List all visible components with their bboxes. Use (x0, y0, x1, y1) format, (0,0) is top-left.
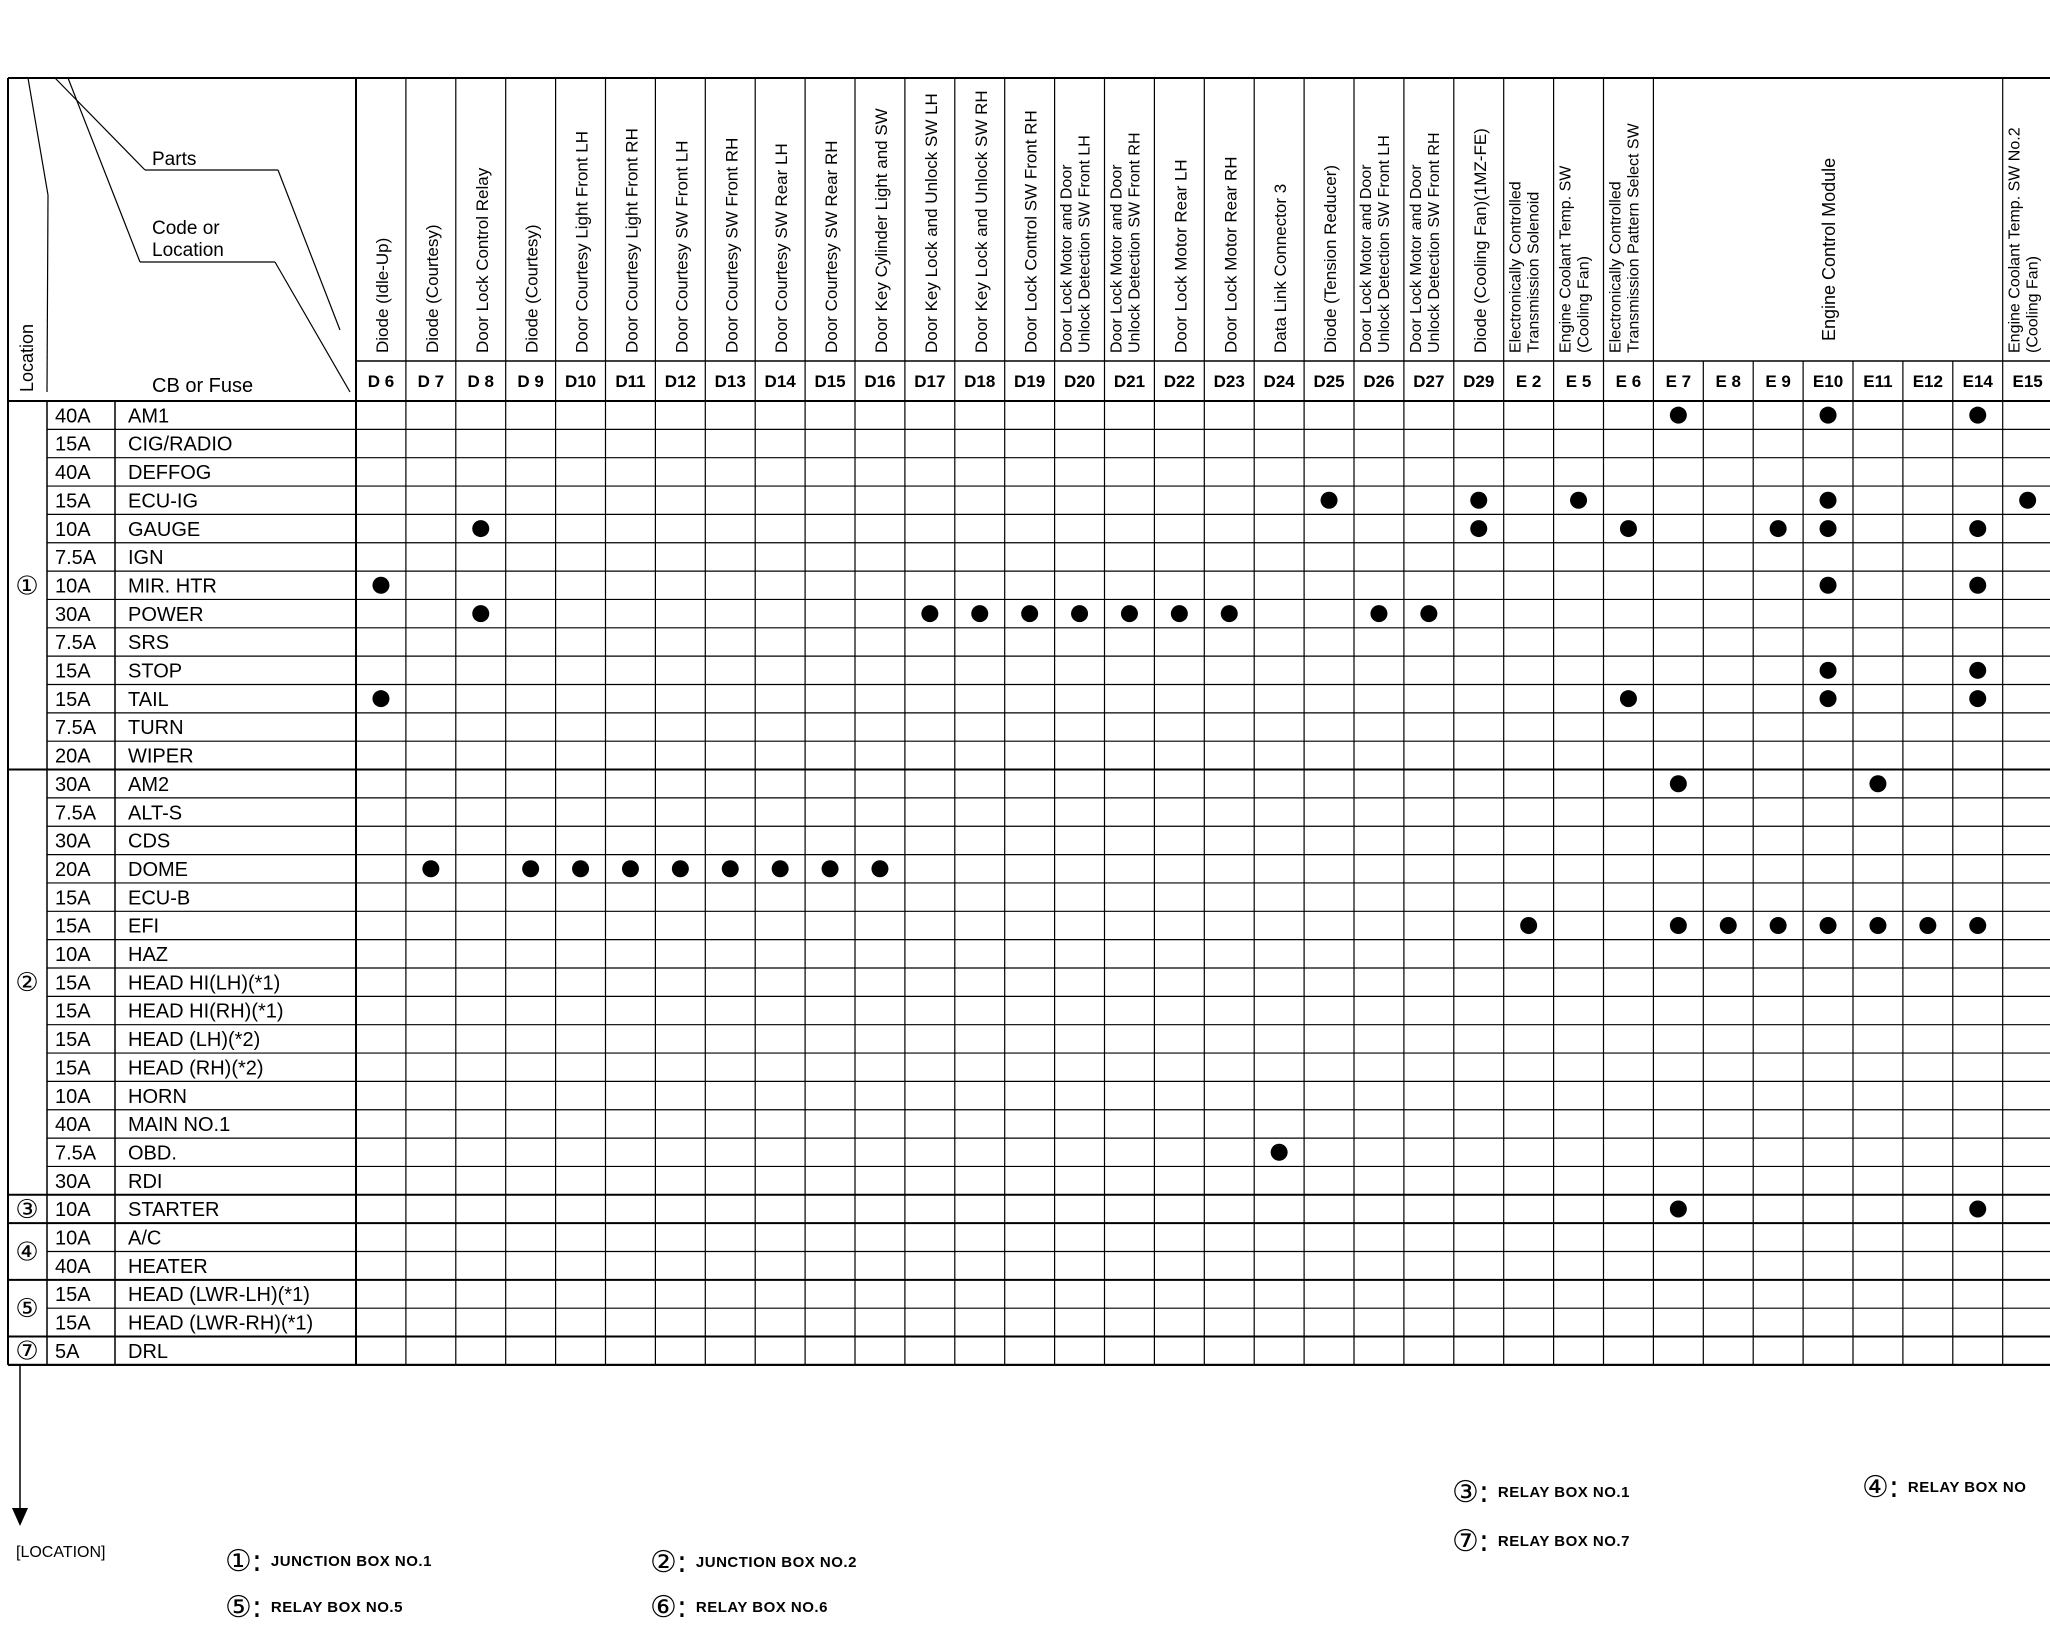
row-fuse-name: HEAD HI(RH)(*1) (128, 1000, 284, 1023)
legend-item-relay-box-4: ④: RELAY BOX NO (1862, 1470, 2027, 1505)
column-name-D20-line2: Unlock Detection SW Front LH (1076, 135, 1094, 353)
row-fuse-name: SRS (128, 632, 170, 655)
row-fuse-name: DEFFOG (128, 462, 212, 485)
row-fuse-name: AM2 (128, 773, 170, 796)
column-name-D25: Diode (Tension Reducer) (1321, 164, 1341, 353)
row-fuse-name: A/C (128, 1227, 162, 1250)
group-location-symbol: ① (15, 571, 39, 602)
row-fuse-name: CDS (128, 830, 171, 853)
column-code-D11: D11 (615, 372, 646, 391)
row-fuse-name: HAZ (128, 944, 168, 966)
row-fuse-name: POWER (128, 603, 204, 626)
row-amperage: 15A (55, 887, 91, 910)
column-code-D7: D 7 (417, 372, 445, 391)
group-location-symbol: ③ (15, 1194, 39, 1225)
row-fuse-name: HORN (128, 1085, 187, 1108)
column-code-D26: D26 (1363, 372, 1395, 391)
row-fuse-name: ALT-S (128, 802, 183, 825)
row-amperage: 7.5A (55, 632, 97, 655)
row-fuse-name: DRL (128, 1340, 169, 1363)
column-code-E14: E14 (1962, 372, 1993, 391)
legend-title: [LOCATION] (16, 1544, 106, 1561)
row-amperage: 15A (55, 688, 91, 711)
column-code-E6: E 6 (1615, 372, 1642, 391)
column-code-E12: E12 (1912, 372, 1943, 391)
row-fuse-name: DOME (128, 858, 188, 881)
column-code-D27: D27 (1413, 372, 1445, 391)
row-amperage: 7.5A (55, 717, 97, 740)
row-amperage: 30A (55, 773, 91, 796)
column-name-D23: Door Lock Motor Rear RH (1221, 156, 1241, 353)
row-amperage: 10A (55, 575, 91, 598)
column-code-D14: D14 (764, 372, 796, 391)
row-fuse-name: HEAD (LH)(*2) (128, 1029, 261, 1052)
column-name-E6-line2: Transmission Pattern Select SW (1625, 123, 1643, 353)
column-name-D20-line1: Door Lock Motor and Door (1058, 164, 1076, 353)
column-code-E15: E15 (2012, 372, 2043, 391)
row-amperage: 7.5A (55, 547, 97, 570)
column-code-D20: D20 (1063, 372, 1096, 391)
column-name-E10-merged: Engine Control Module (1819, 157, 1840, 341)
row-fuse-name: HEAD (LWR-RH)(*1) (128, 1312, 314, 1335)
column-name-D18: Door Key Lock and Unlock SW RH (971, 90, 991, 353)
row-amperage: 5A (55, 1340, 80, 1363)
column-code-D13: D13 (714, 372, 746, 391)
row-amperage: 15A (55, 1057, 91, 1080)
row-amperage: 20A (55, 858, 91, 881)
legend-item-relay-box-5: ⑤: RELAY BOX NO.5 (225, 1590, 403, 1625)
group-location-symbol: ⑦ (15, 1336, 39, 1367)
column-code-E9: E 9 (1765, 372, 1791, 391)
column-code-D17: D17 (914, 372, 946, 391)
column-name-D21-line2: Unlock Detection SW Front RH (1126, 132, 1144, 353)
row-fuse-name: WIPER (128, 745, 194, 768)
column-code-D24: D24 (1263, 372, 1295, 391)
row-amperage: 15A (55, 1000, 91, 1023)
row-fuse-name: HEAD (LWR-LH)(*1) (128, 1284, 310, 1307)
group-location-symbol: ② (15, 968, 39, 999)
column-name-E15-line1: Engine Coolant Temp. SW No.2 (2006, 127, 2024, 353)
row-fuse-name: MAIN NO.1 (128, 1114, 231, 1137)
row-amperage: 30A (55, 603, 91, 626)
group-location-symbol: ⑤ (15, 1294, 39, 1325)
legend-item-relay-box-1: ③: RELAY BOX NO.1 (1452, 1475, 1630, 1510)
column-code-D21: D21 (1113, 372, 1146, 391)
column-code-E8: E 8 (1715, 372, 1742, 391)
row-amperage: 10A (55, 1199, 91, 1222)
row-amperage: 40A (55, 1255, 91, 1278)
column-code-D18: D18 (964, 372, 996, 391)
column-code-D29: D29 (1463, 372, 1495, 391)
column-code-D6: D 6 (367, 372, 395, 391)
row-amperage: 10A (55, 518, 91, 541)
column-name-E5-line2: (Cooling Fan) (1575, 256, 1593, 353)
column-name-D13: Door Courtesy SW Front RH (722, 137, 742, 353)
column-code-D10: D10 (564, 372, 597, 391)
column-code-D25: D25 (1313, 372, 1345, 391)
row-fuse-name: ECU-B (128, 887, 191, 910)
cbfuse-header-label: CB or Fuse (152, 375, 254, 397)
column-name-E6-line1: Electronically Controlled (1607, 181, 1625, 353)
column-name-D27-line1: Door Lock Motor and Door (1407, 164, 1425, 353)
column-code-D9: D 9 (517, 372, 544, 391)
row-amperage: 15A (55, 490, 91, 513)
row-fuse-name: HEAD HI(LH)(*1) (128, 972, 281, 995)
column-name-D26-line2: Unlock Detection SW Front LH (1376, 135, 1393, 353)
column-code-D22: D22 (1163, 372, 1195, 391)
row-amperage: 15A (55, 433, 91, 456)
column-name-D16: Door Key Cylinder Light and SW (871, 108, 891, 353)
row-amperage: 40A (55, 1114, 91, 1137)
column-name-D15: Door Courtesy SW Rear RH (822, 140, 842, 353)
column-code-D16: D16 (864, 372, 896, 391)
row-amperage: 40A (55, 462, 91, 485)
column-name-D19: Door Lock Control SW Front RH (1021, 110, 1041, 353)
column-code-E2: E 2 (1515, 372, 1542, 391)
column-name-D29: Diode (Cooling Fan)(1MZ-FE) (1470, 128, 1490, 353)
row-fuse-name: TAIL (128, 688, 169, 711)
row-amperage: 7.5A (55, 1142, 97, 1165)
column-name-E15-line2: (Cooling Fan) (2024, 256, 2042, 353)
column-code-E10: E10 (1812, 372, 1844, 391)
column-name-D9: Diode (Courtesy) (522, 224, 542, 353)
column-name-E5-line1: Engine Coolant Temp. SW (1557, 165, 1575, 353)
row-amperage: 7.5A (55, 802, 97, 825)
column-name-D21-line1: Door Lock Motor and Door (1108, 164, 1126, 353)
row-fuse-name: EFI (128, 915, 160, 938)
legend-item-junction-box-2: ②: JUNCTION BOX NO.2 (650, 1545, 857, 1580)
column-code-D8: D 8 (467, 372, 494, 391)
column-name-D26-line1: Door Lock Motor and Door (1358, 164, 1375, 353)
row-fuse-name: RDI (128, 1170, 163, 1193)
row-amperage: 15A (55, 915, 91, 938)
column-code-D15: D15 (814, 372, 846, 391)
row-amperage: 10A (55, 944, 91, 966)
parts-header-label: Parts (152, 149, 197, 170)
row-fuse-name: MIR. HTR (128, 575, 217, 598)
column-code-E7: E 7 (1665, 372, 1692, 391)
code-header-label-2: Location (152, 240, 224, 261)
column-name-D10: Door Courtesy Light Front LH (572, 130, 592, 353)
column-name-D12: Door Courtesy SW Front LH (672, 140, 692, 353)
row-fuse-name: GAUGE (128, 518, 201, 541)
legend-item-junction-box-1: ①: JUNCTION BOX NO.1 (225, 1544, 432, 1579)
row-amperage: 15A (55, 1029, 91, 1052)
row-amperage: 15A (55, 660, 91, 683)
group-location-symbol: ④ (15, 1237, 39, 1268)
row-amperage: 20A (55, 745, 91, 768)
column-name-E2-line2: Transmission Solenoid (1525, 191, 1543, 353)
column-code-E11: E11 (1863, 372, 1893, 391)
row-fuse-name: STARTER (128, 1199, 220, 1222)
legend-item-relay-box-6: ⑥: RELAY BOX NO.6 (650, 1590, 828, 1625)
row-fuse-name: HEAD (RH)(*2) (128, 1057, 264, 1080)
row-amperage: 30A (55, 1170, 91, 1193)
column-name-D11: Door Courtesy Light Front RH (622, 128, 642, 353)
column-name-D24: Data Link Connector 3 (1271, 183, 1291, 353)
row-fuse-name: AM1 (128, 405, 170, 428)
legend-item-relay-box-7: ⑦: RELAY BOX NO.7 (1452, 1524, 1630, 1559)
row-amperage: 40A (55, 405, 91, 428)
row-amperage: 10A (55, 1227, 91, 1250)
column-name-D27-line2: Unlock Detection SW Front RH (1425, 132, 1443, 353)
row-fuse-name: STOP (128, 660, 183, 683)
row-fuse-name: ECU-IG (128, 490, 198, 513)
row-amperage: 15A (55, 1312, 91, 1335)
location-header-label: Location (17, 323, 37, 392)
row-amperage: 15A (55, 972, 91, 995)
column-name-D7: Diode (Courtesy) (422, 224, 442, 353)
row-fuse-name: CIG/RADIO (128, 433, 233, 456)
column-name-D17: Door Key Lock and Unlock SW LH (921, 93, 941, 353)
row-fuse-name: TURN (128, 717, 184, 740)
column-name-D14: Door Courtesy SW Rear LH (772, 143, 792, 353)
column-name-E2-line1: Electronically Controlled (1507, 181, 1525, 353)
column-name-D8: Door Lock Control Relay (472, 167, 492, 353)
row-fuse-name: HEATER (128, 1255, 208, 1278)
column-code-D12: D12 (664, 372, 696, 391)
row-fuse-name: OBD. (128, 1142, 177, 1165)
column-code-D23: D23 (1213, 372, 1245, 391)
row-amperage: 30A (55, 830, 91, 853)
column-code-D19: D19 (1014, 372, 1046, 391)
row-amperage: 10A (55, 1085, 91, 1108)
row-amperage: 15A (55, 1284, 91, 1307)
code-header-label: Code or (152, 218, 220, 239)
column-code-E5: E 5 (1565, 372, 1592, 391)
column-name-D22: Door Lock Motor Rear LH (1171, 159, 1191, 353)
row-fuse-name: IGN (128, 547, 164, 570)
column-name-D6: Diode (Idle-Up) (372, 237, 392, 353)
